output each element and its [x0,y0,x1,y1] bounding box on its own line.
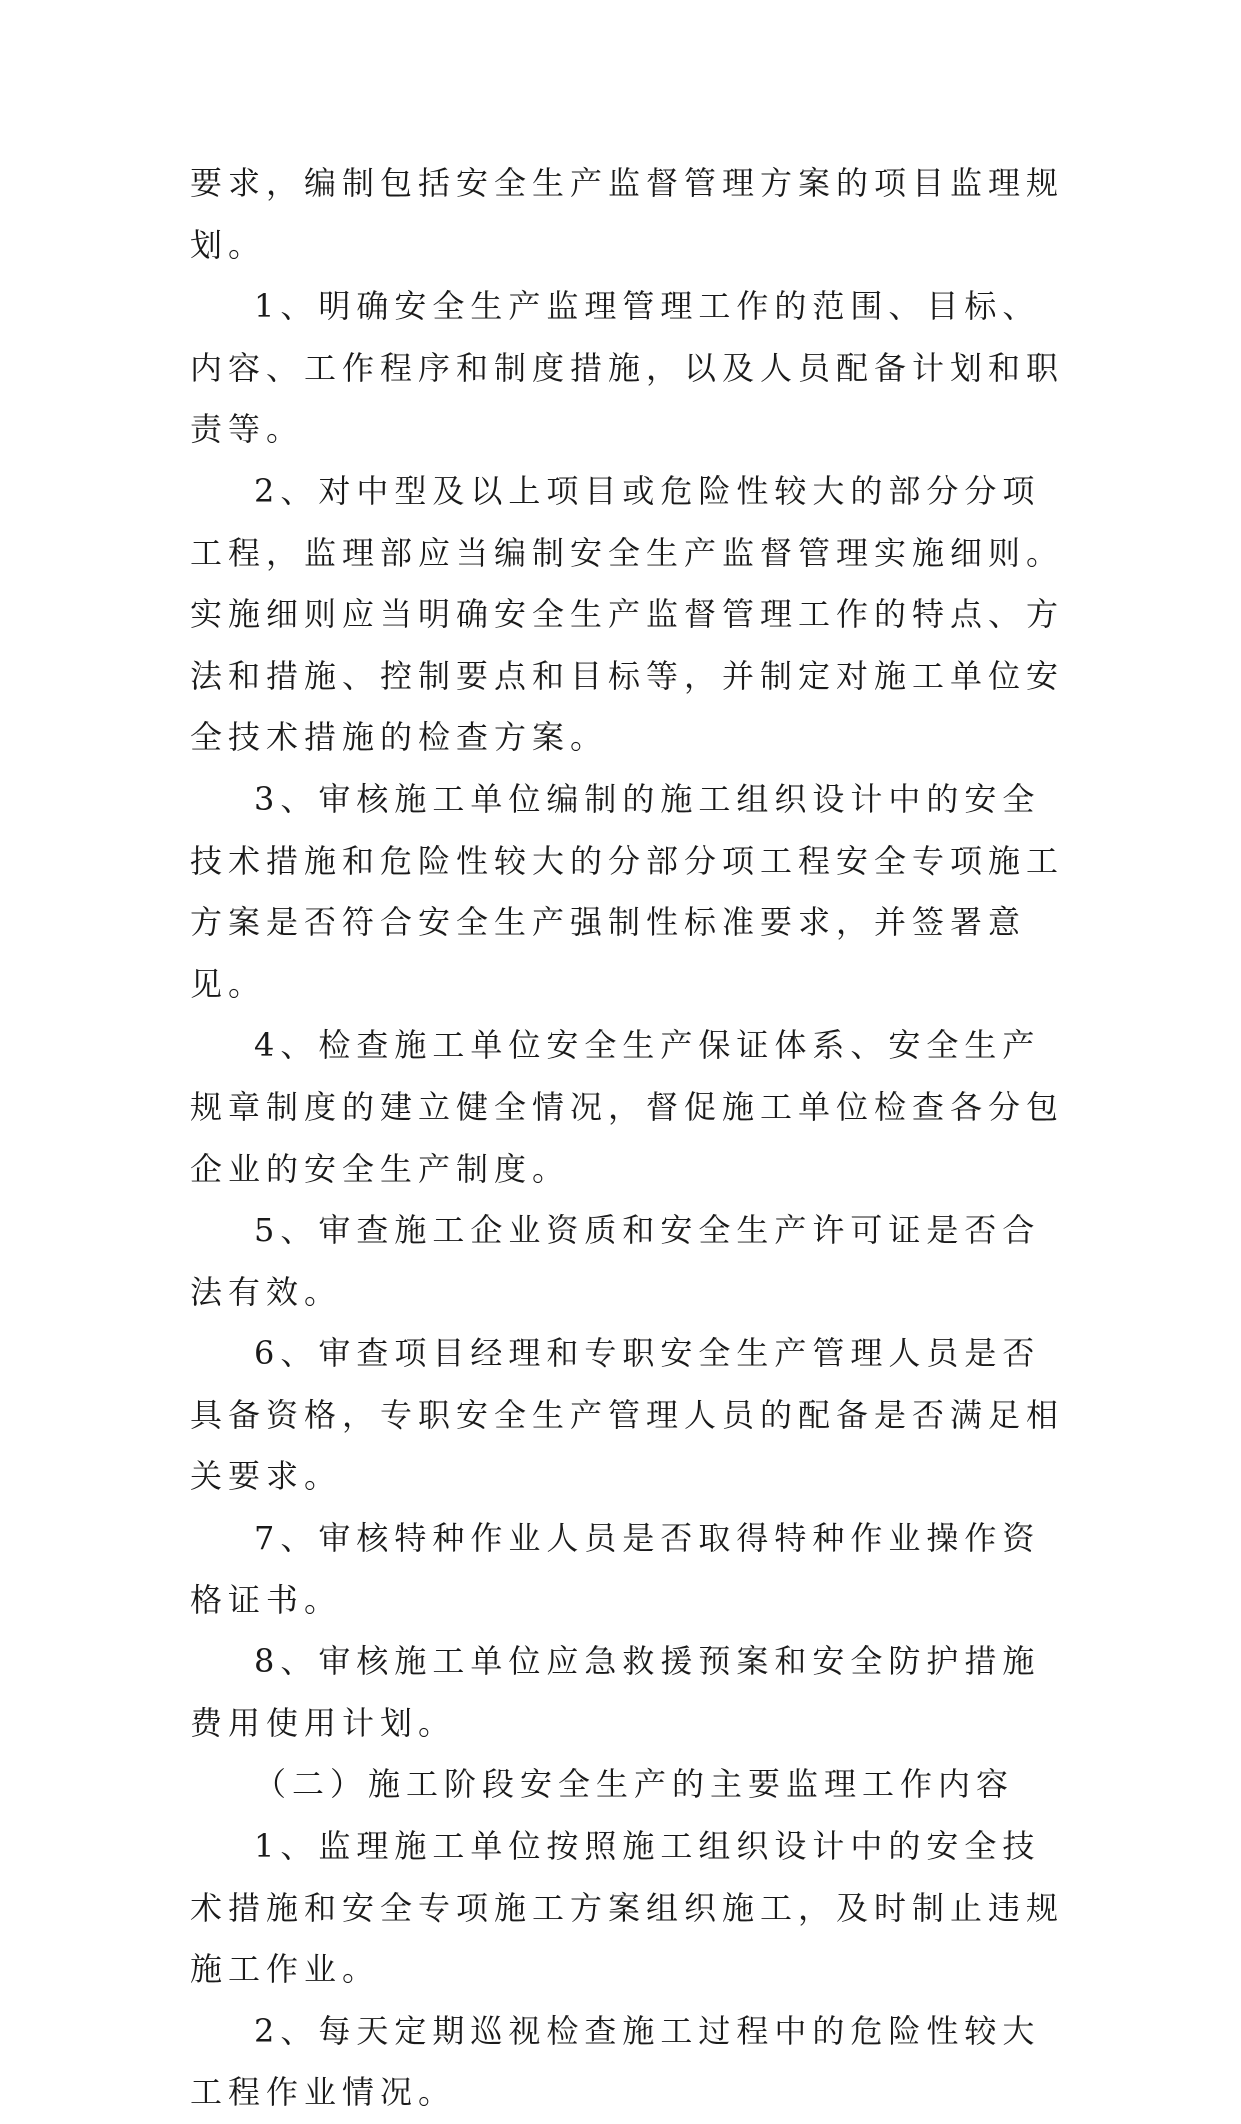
paragraph-item-1: 1、明确安全生产监理管理工作的范围、目标、内容、工作程序和制度措施，以及人员配备计划和职责等。 [190,287,1065,449]
paragraph-phase-item-1: 1、监理施工单位按照施工组织设计中的安全技术措施和安全专项施工方案组织施工，及时制止违规施工作业。 [190,1827,1065,1989]
paragraph-item-6: 6、审查项目经理和专职安全生产管理人员是否具备资格，专职安全生产管理人员的配备是否满足相关要求。 [190,1334,1065,1496]
section-heading-construction-phase: （二）施工阶段安全生产的主要监理工作内容 [254,1765,1015,1804]
paragraph-item-5: 5、审查施工企业资质和安全生产许可证是否合法有效。 [190,1211,1041,1311]
paragraph-item-4: 4、检查施工单位安全生产保证体系、安全生产规章制度的建立健全情况，督促施工单位检查各分包企业的安全生产制度。 [190,1026,1065,1188]
paragraph-phase-item-2: 2、每天定期巡视检查施工过程中的危险性较大工程作业情况。 [190,2011,1041,2112]
paragraph-item-3: 3、审核施工单位编制的施工组织设计中的安全技术措施和危险性较大的分部分项工程安全专项施工方案是否符合安全生产强制性标准要求，并签署意见。 [190,779,1065,1003]
paragraph-intro-continuation: 要求，编制包括安全生产监督管理方案的项目监理规划。 [190,164,1065,264]
paragraph-item-7: 7、审核特种作业人员是否取得特种作业操作资格证书。 [190,1519,1041,1619]
paragraph-item-8: 8、审核施工单位应急救援预案和安全防护措施费用使用计划。 [190,1642,1041,1742]
document-body [190,153,1070,2124]
paragraph-item-2: 2、对中型及以上项目或危险性较大的部分分项工程，监理部应当编制安全生产监督管理实施细则。实施细则应当明确安全生产监督管理工作的特点、方法和措施、控制要点和目标等，并制定对施工单位安全技术措施的检查方案。 [190,471,1065,757]
